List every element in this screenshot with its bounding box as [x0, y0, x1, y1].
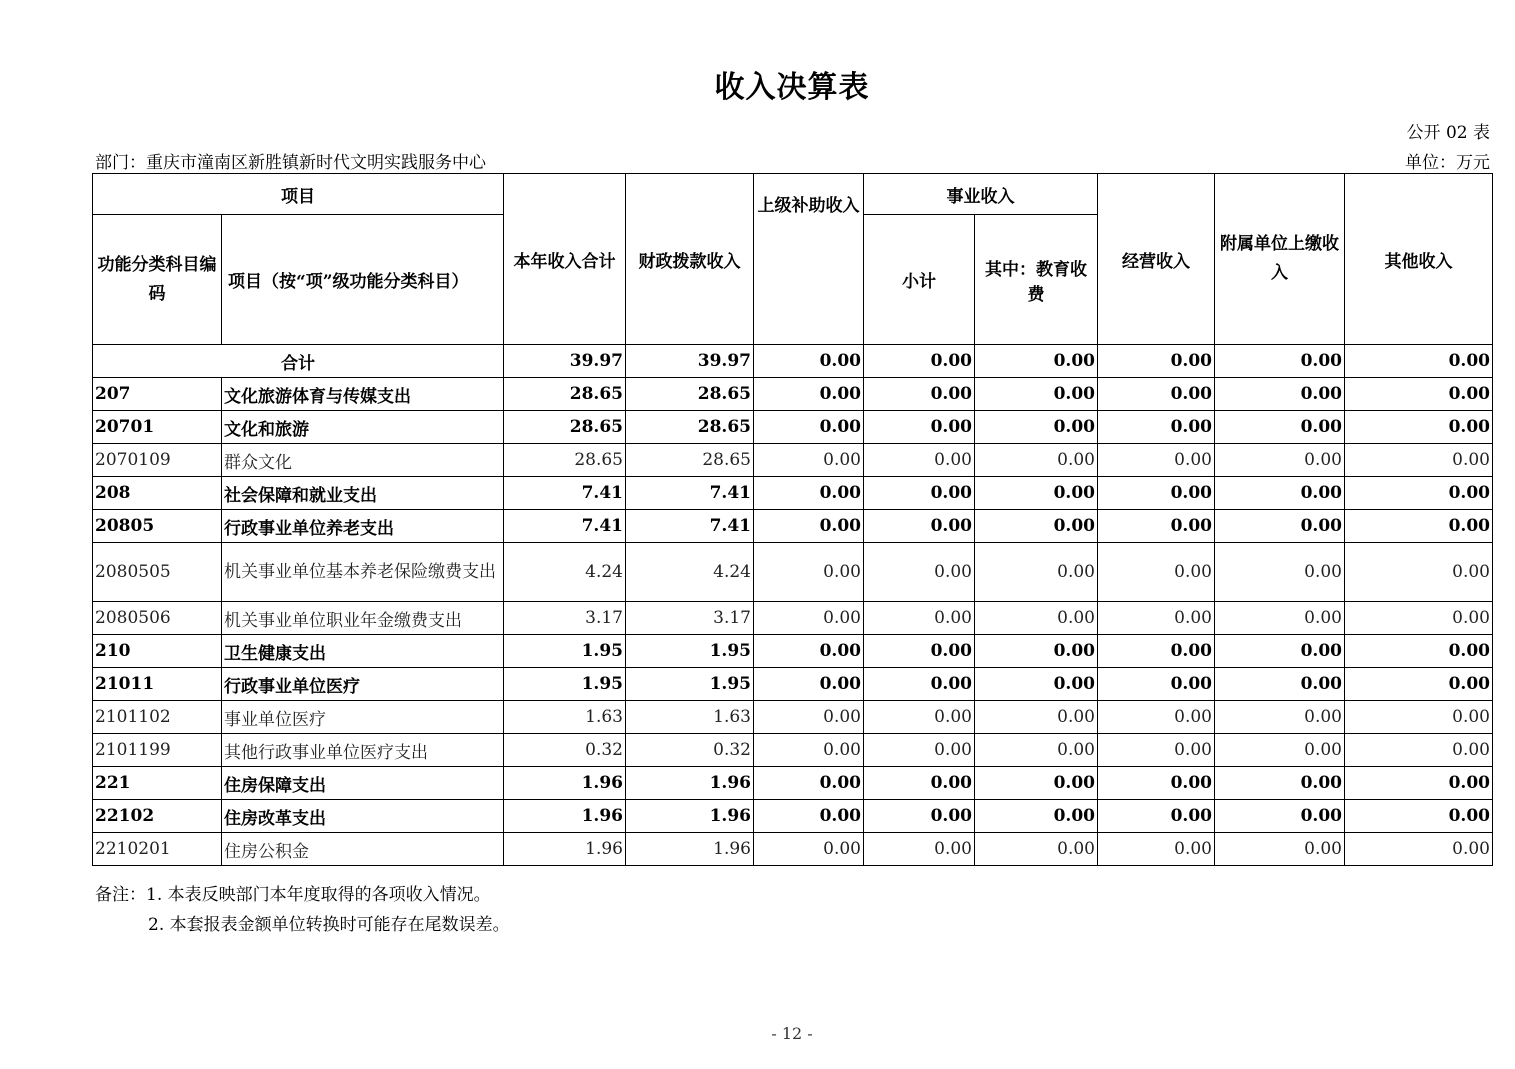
- row-value: 0.00: [1345, 411, 1493, 444]
- header-education-fee: 其中：教育收费: [975, 215, 1098, 345]
- row-value: 0.00: [1215, 602, 1345, 635]
- page-title: 收入决算表: [714, 70, 870, 105]
- row-value: 0.00: [864, 444, 975, 477]
- row-value: 0.00: [1345, 767, 1493, 800]
- row-value: 0.00: [864, 800, 975, 833]
- row-code: 2101199: [93, 734, 222, 767]
- row-value: 1.96: [504, 767, 626, 800]
- header-total-income: 本年收入合计: [504, 174, 626, 345]
- table-row: [93, 543, 1493, 602]
- table-row: [93, 668, 1493, 701]
- header-subtotal: 小计: [864, 215, 975, 345]
- row-value: 0.00: [754, 378, 864, 411]
- row-value: 0.00: [1345, 378, 1493, 411]
- row-value: 0.00: [1215, 444, 1345, 477]
- row-value: 0.00: [864, 543, 975, 602]
- row-code: 2210201: [93, 833, 222, 866]
- total-value: 0.00: [1215, 345, 1345, 378]
- row-value: 0.00: [1098, 477, 1215, 510]
- row-value: 4.24: [626, 543, 754, 602]
- row-value: 0.00: [1215, 734, 1345, 767]
- row-value: 0.00: [975, 444, 1098, 477]
- row-value: 1.96: [504, 800, 626, 833]
- row-value: 0.00: [1098, 411, 1215, 444]
- row-value: 0.00: [864, 668, 975, 701]
- header-fiscal: 财政拨款收入: [626, 174, 754, 345]
- row-value: 28.65: [626, 444, 754, 477]
- row-code: 2080506: [93, 602, 222, 635]
- row-value: 0.32: [504, 734, 626, 767]
- row-value: 0.00: [1345, 444, 1493, 477]
- note-line-2: 2. 本套报表金额单位转换时可能存在尾数误差。: [148, 915, 510, 935]
- table-row: [93, 767, 1493, 800]
- row-value: 0.00: [864, 510, 975, 543]
- total-value: 0.00: [1345, 345, 1493, 378]
- table-row: [93, 701, 1493, 734]
- row-value: 0.00: [864, 477, 975, 510]
- row-value: 0.00: [1345, 800, 1493, 833]
- table-row: [93, 510, 1493, 543]
- row-code: 207: [93, 378, 222, 411]
- row-value: 0.00: [1345, 477, 1493, 510]
- row-value: 28.65: [504, 444, 626, 477]
- row-code: 2101102: [93, 701, 222, 734]
- row-name: 卫生健康支出: [222, 635, 504, 668]
- total-value: 0.00: [975, 345, 1098, 378]
- row-value: 0.00: [975, 378, 1098, 411]
- row-value: 1.96: [626, 800, 754, 833]
- row-value: 0.00: [864, 833, 975, 866]
- total-label: 合计: [93, 345, 504, 378]
- row-value: 1.95: [626, 635, 754, 668]
- row-name: 群众文化: [222, 444, 504, 477]
- header-item: 项目: [93, 174, 504, 215]
- row-name: 文化旅游体育与传媒支出: [222, 378, 504, 411]
- row-name: 住房公积金: [222, 833, 504, 866]
- row-value: 3.17: [626, 602, 754, 635]
- row-value: 0.00: [1098, 734, 1215, 767]
- table-row: [93, 477, 1493, 510]
- row-value: 0.00: [754, 833, 864, 866]
- row-value: 0.00: [1215, 477, 1345, 510]
- row-name: 行政事业单位养老支出: [222, 510, 504, 543]
- row-name: 社会保障和就业支出: [222, 477, 504, 510]
- row-value: 0.00: [1098, 543, 1215, 602]
- row-value: 0.00: [1098, 668, 1215, 701]
- table-row: [93, 411, 1493, 444]
- row-value: 0.00: [754, 602, 864, 635]
- row-value: 7.41: [504, 477, 626, 510]
- row-value: 0.00: [864, 378, 975, 411]
- row-value: 0.00: [864, 411, 975, 444]
- row-value: 0.00: [1098, 635, 1215, 668]
- table-row: [93, 734, 1493, 767]
- row-value: 0.00: [1215, 635, 1345, 668]
- row-value: 0.00: [1215, 833, 1345, 866]
- row-value: 0.00: [864, 734, 975, 767]
- note-line-1: 备注：1. 本表反映部门本年度取得的各项收入情况。: [95, 885, 491, 905]
- row-code: 221: [93, 767, 222, 800]
- row-value: 0.00: [975, 510, 1098, 543]
- row-value: 1.95: [504, 635, 626, 668]
- row-value: 1.63: [504, 701, 626, 734]
- row-value: 0.00: [1098, 767, 1215, 800]
- row-value: 0.00: [754, 635, 864, 668]
- row-value: 0.00: [1345, 510, 1493, 543]
- row-value: 7.41: [504, 510, 626, 543]
- row-value: 0.00: [864, 767, 975, 800]
- row-name: 机关事业单位职业年金缴费支出: [222, 602, 504, 635]
- row-value: 0.00: [1098, 602, 1215, 635]
- table-row: [93, 833, 1493, 866]
- row-value: 0.00: [1098, 833, 1215, 866]
- row-value: 28.65: [504, 378, 626, 411]
- row-value: 0.00: [1345, 833, 1493, 866]
- header-upper-subsidy: 上级补助收入: [754, 174, 864, 345]
- header-affiliated: 附属单位上缴收入: [1215, 174, 1345, 345]
- total-row: [93, 345, 1493, 378]
- row-value: 0.00: [975, 668, 1098, 701]
- header-business-income: 事业收入: [864, 174, 1098, 215]
- unit-label: 单位：万元: [1405, 153, 1490, 173]
- row-value: 0.00: [1215, 800, 1345, 833]
- row-value: 0.00: [975, 701, 1098, 734]
- row-value: 0.00: [754, 444, 864, 477]
- notes: [95, 880, 510, 940]
- row-value: 0.00: [864, 602, 975, 635]
- row-value: 0.00: [1098, 800, 1215, 833]
- row-value: 0.00: [975, 767, 1098, 800]
- header-name: 项目（按“项”级功能分类科目）: [222, 215, 504, 345]
- page-number: - 12 -: [771, 1024, 813, 1043]
- department-label: 部门：重庆市潼南区新胜镇新时代文明实践服务中心: [95, 153, 486, 173]
- row-value: 0.00: [975, 411, 1098, 444]
- row-code: 208: [93, 477, 222, 510]
- row-value: 7.41: [626, 510, 754, 543]
- row-value: 0.00: [754, 701, 864, 734]
- row-value: 1.95: [504, 668, 626, 701]
- row-value: 0.00: [975, 734, 1098, 767]
- row-value: 28.65: [626, 411, 754, 444]
- row-value: 0.00: [864, 635, 975, 668]
- row-value: 0.00: [1215, 411, 1345, 444]
- row-value: 0.00: [1098, 701, 1215, 734]
- row-value: 0.00: [1345, 635, 1493, 668]
- row-code: 2080505: [93, 543, 222, 602]
- row-value: 0.00: [1098, 510, 1215, 543]
- row-code: 21011: [93, 668, 222, 701]
- header-other: 其他收入: [1345, 174, 1493, 345]
- row-code: 2070109: [93, 444, 222, 477]
- row-name: 文化和旅游: [222, 411, 504, 444]
- header-code: 功能分类科目编码: [93, 215, 222, 345]
- row-value: 3.17: [504, 602, 626, 635]
- row-value: 0.00: [1345, 701, 1493, 734]
- form-number: 公开 02 表: [1406, 123, 1490, 143]
- row-value: 1.96: [504, 833, 626, 866]
- row-value: 1.63: [626, 701, 754, 734]
- row-name: 住房保障支出: [222, 767, 504, 800]
- row-value: 4.24: [504, 543, 626, 602]
- row-value: 0.00: [975, 543, 1098, 602]
- row-name: 机关事业单位基本养老保险缴费支出: [222, 543, 504, 602]
- row-value: 0.00: [975, 477, 1098, 510]
- row-name: 行政事业单位医疗: [222, 668, 504, 701]
- total-value: 39.97: [504, 345, 626, 378]
- row-value: 0.00: [975, 800, 1098, 833]
- total-value: 0.00: [754, 345, 864, 378]
- row-value: 0.00: [1345, 734, 1493, 767]
- row-value: 1.96: [626, 767, 754, 800]
- row-value: 0.00: [864, 701, 975, 734]
- row-value: 0.00: [1098, 444, 1215, 477]
- row-code: 20701: [93, 411, 222, 444]
- row-value: 1.95: [626, 668, 754, 701]
- row-value: 0.00: [1098, 378, 1215, 411]
- row-value: 0.00: [1215, 543, 1345, 602]
- row-value: 28.65: [626, 378, 754, 411]
- row-value: 0.00: [754, 477, 864, 510]
- total-value: 39.97: [626, 345, 754, 378]
- row-value: 0.00: [1215, 767, 1345, 800]
- income-table: [92, 173, 1493, 866]
- row-value: 0.00: [754, 543, 864, 602]
- table-row: [93, 378, 1493, 411]
- row-code: 210: [93, 635, 222, 668]
- table-row: [93, 800, 1493, 833]
- total-value: 0.00: [1098, 345, 1215, 378]
- table-row: [93, 602, 1493, 635]
- row-value: 28.65: [504, 411, 626, 444]
- row-value: 0.00: [1345, 543, 1493, 602]
- total-value: 0.00: [864, 345, 975, 378]
- row-value: 0.00: [754, 734, 864, 767]
- row-name: 事业单位医疗: [222, 701, 504, 734]
- row-code: 22102: [93, 800, 222, 833]
- row-value: 0.00: [975, 833, 1098, 866]
- row-value: 0.00: [754, 510, 864, 543]
- row-value: 0.00: [1345, 668, 1493, 701]
- row-value: 0.00: [754, 800, 864, 833]
- table-row: [93, 635, 1493, 668]
- row-value: 1.96: [626, 833, 754, 866]
- row-value: 0.00: [1215, 668, 1345, 701]
- table-body: [93, 345, 1493, 866]
- row-value: 0.00: [1215, 378, 1345, 411]
- row-value: 0.00: [1215, 701, 1345, 734]
- row-value: 0.32: [626, 734, 754, 767]
- row-code: 20805: [93, 510, 222, 543]
- table-row: [93, 444, 1493, 477]
- row-value: 0.00: [1215, 510, 1345, 543]
- row-name: 其他行政事业单位医疗支出: [222, 734, 504, 767]
- row-value: 0.00: [1345, 602, 1493, 635]
- row-value: 7.41: [626, 477, 754, 510]
- row-name: 住房改革支出: [222, 800, 504, 833]
- row-value: 0.00: [754, 767, 864, 800]
- row-value: 0.00: [975, 602, 1098, 635]
- row-value: 0.00: [754, 411, 864, 444]
- header-operating: 经营收入: [1098, 174, 1215, 345]
- row-value: 0.00: [754, 668, 864, 701]
- row-value: 0.00: [975, 635, 1098, 668]
